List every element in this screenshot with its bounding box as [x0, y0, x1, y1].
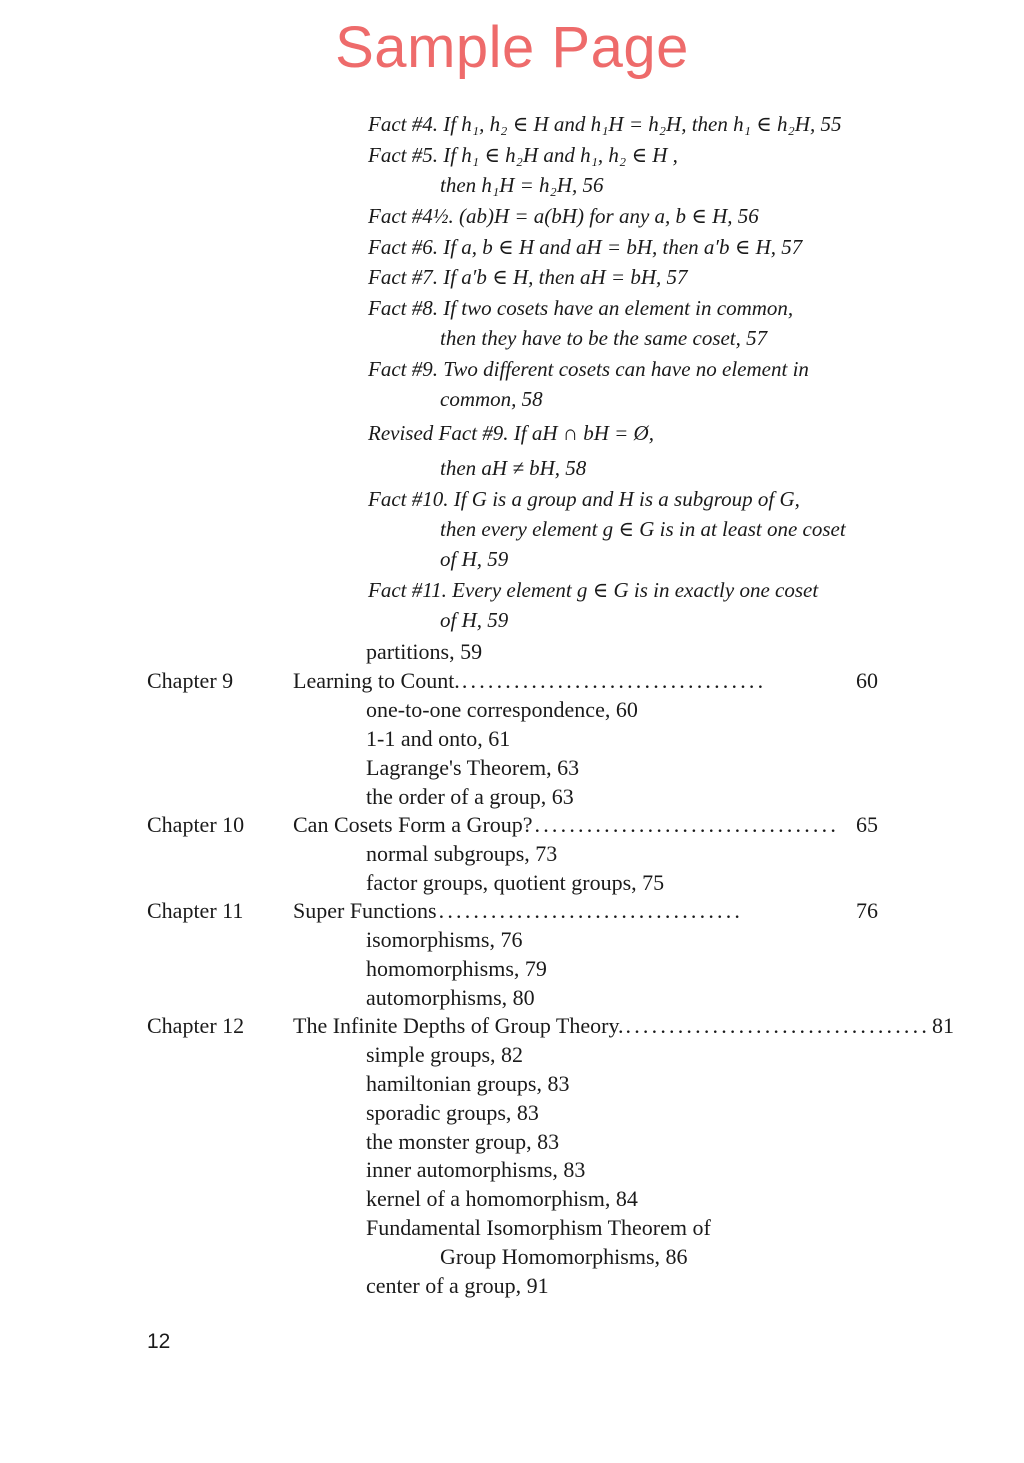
fact-line: of H, 59 — [440, 608, 509, 632]
fact-line: Fact #11. Every element g ∈ G is in exactly one coset — [368, 578, 819, 602]
fact-line: Fact #7. If a′b ∈ H, then aH = bH, 57 — [368, 265, 688, 289]
index-entry: inner automorphisms, 83 — [366, 1157, 586, 1182]
index-entry: partitions, 59 — [366, 639, 483, 664]
index-entry: kernel of a homomorphism, 84 — [366, 1186, 638, 1211]
dot-leader: ................................... — [625, 1013, 931, 1038]
index-entry: the order of a group, 63 — [366, 784, 574, 809]
fact-line: Fact #8. If two cosets have an element in common, — [368, 296, 794, 320]
chapter-row — [293, 814, 878, 836]
fact-line: Fact #10. If G is a group and H is a subgroup of G, — [368, 487, 800, 511]
chapter-row — [293, 670, 878, 692]
dot-leader: ................................... — [534, 812, 840, 837]
index-entry: center of a group, 91 — [366, 1273, 549, 1298]
chapter-page: 76 — [856, 898, 878, 923]
chapter-title: The Infinite Depths of Group Theory. — [293, 1013, 624, 1038]
fact-line: Fact #6. If a, b ∈ H and aH = bH, then a′b ∈ H, 57 — [368, 235, 803, 259]
chapter-title: Learning to Count. — [293, 668, 460, 693]
chapter-page: 60 — [856, 668, 878, 693]
index-entry: Lagrange's Theorem, 63 — [366, 755, 580, 780]
chapter-label: Chapter 10 — [147, 812, 245, 837]
fact-line: then h₁H = h₂H, 56 — [440, 173, 604, 197]
fact-line: Fact #4. If h₁, h₂ ∈ H and h₁H = h₂H, then h₁ ∈ h₂H, 55 — [368, 112, 842, 136]
chapter-title: Can Cosets Form a Group? — [293, 812, 533, 837]
index-entry: sporadic groups, 83 — [366, 1100, 539, 1125]
index-entry: hamiltonian groups, 83 — [366, 1071, 570, 1096]
fact-line: common, 58 — [440, 387, 543, 411]
fact-line: then every element g ∈ G is in at least one coset — [440, 517, 846, 541]
chapter-page: 81 — [932, 1013, 955, 1038]
index-entry: one-to-one correspondence, 60 — [366, 697, 638, 722]
page-number: 12 — [147, 1330, 171, 1353]
index-entry: factor groups, quotient groups, 75 — [366, 870, 665, 895]
index-entry: the monster group, 83 — [366, 1129, 560, 1154]
index-entry: Group Homomorphisms, 86 — [440, 1244, 688, 1269]
fact-line: Revised Fact #9. If aH ∩ bH = Ø, — [368, 421, 654, 445]
index-entry: isomorphisms, 76 — [366, 927, 523, 952]
chapter-row — [293, 900, 878, 922]
chapter-label: Chapter 9 — [147, 668, 234, 693]
index-entry: normal subgroups, 73 — [366, 841, 558, 866]
chapter-label: Chapter 11 — [147, 898, 244, 923]
sample-page-watermark: Sample Page — [335, 15, 689, 80]
chapter-page: 65 — [856, 812, 878, 837]
index-entry: Fundamental Isomorphism Theorem of — [366, 1215, 711, 1240]
chapter-title: Super Functions — [293, 898, 437, 923]
fact-line: Fact #4½. (ab)H = a(bH) for any a, b ∈ H, 56 — [368, 204, 759, 228]
index-entry: automorphisms, 80 — [366, 985, 535, 1010]
dot-leader: ................................... — [461, 668, 767, 693]
index-entry: 1-1 and onto, 61 — [366, 726, 511, 751]
fact-line: then aH ≠ bH, 58 — [440, 456, 587, 480]
fact-line: Fact #5. If h₁ ∈ h₂H and h₁, h₂ ∈ H , — [368, 143, 678, 167]
chapter-label: Chapter 12 — [147, 1013, 245, 1038]
dot-leader: ................................... — [438, 898, 744, 923]
fact-line: then they have to be the same coset, 57 — [440, 326, 768, 350]
chapter-row — [293, 1013, 955, 1038]
index-entry: simple groups, 82 — [366, 1042, 524, 1067]
fact-line: of H, 59 — [440, 547, 509, 571]
fact-line: Fact #9. Two different cosets can have no element in — [368, 357, 809, 381]
index-entry: homomorphisms, 79 — [366, 956, 547, 981]
